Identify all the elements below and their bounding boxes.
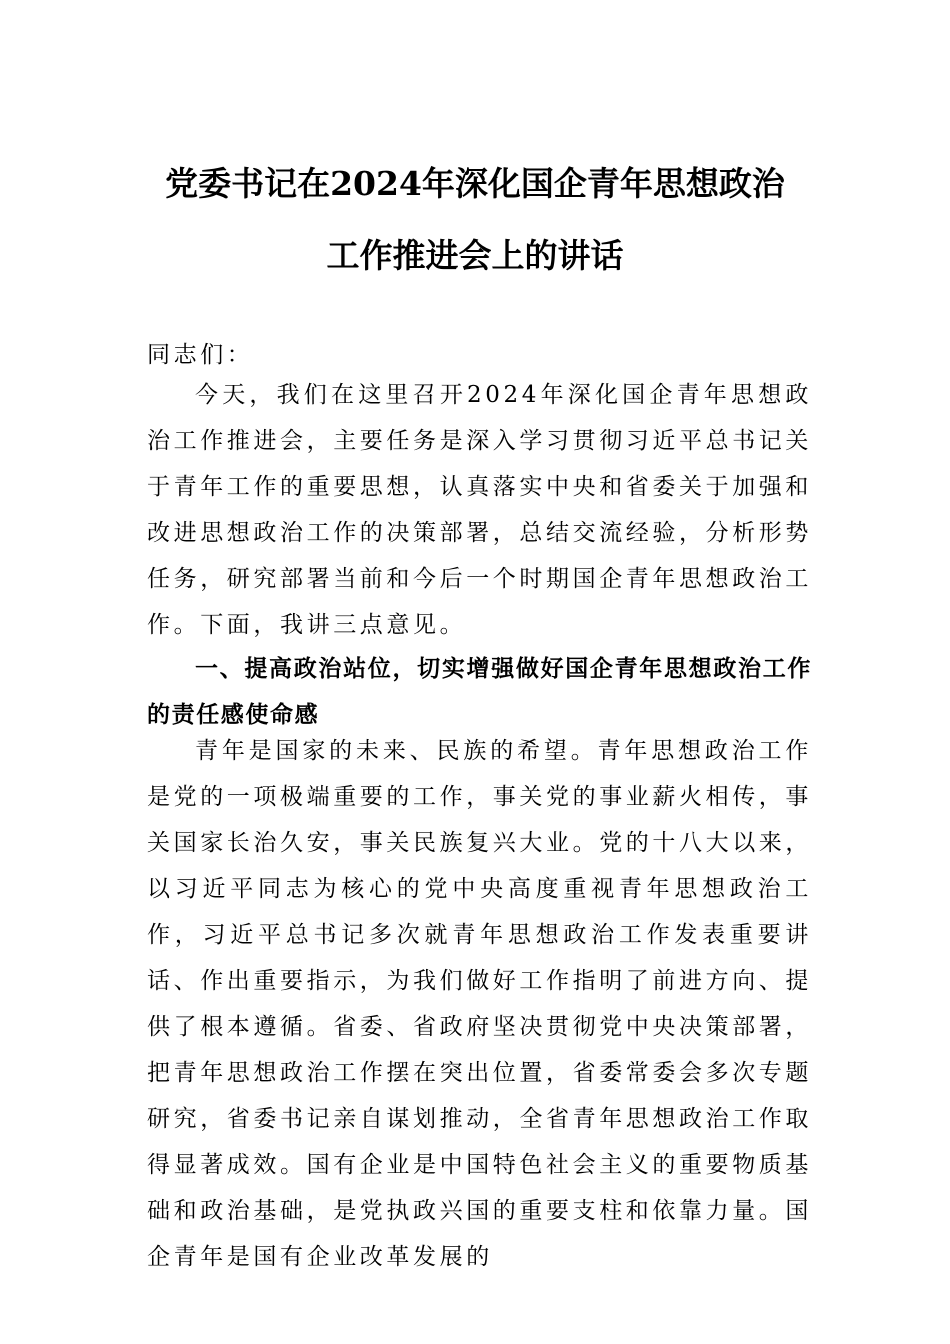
greeting: 同志们： bbox=[147, 342, 254, 368]
document-title-line-1: 党委书记在2024年深化国企青年思想政治 bbox=[165, 164, 785, 203]
paragraph-intro: 今天，我们在这里召开2024年深化国企青年思想政治工作推进会，主要任务是深入学习贯彻习近平总书记关于青年工作的重要思想，认真落实中央和省委关于加强和改进思想政治工作的决策部署，总结交流经验，分析形势任务，研究部署当前和今后一个时期国企青年思想政治工作。下面，我讲三点意见。 bbox=[147, 382, 812, 638]
paragraph-section-1: 青年是国家的未来、民族的希望。青年思想政治工作是党的一项极端重要的工作，事关党的事业薪火相传，事关国家长治久安，事关民族复兴大业。党的十八大以来，以习近平同志为核心的党中央高度重视青年思想政治工作，习近平总书记多次就青年思想政治工作发表重要讲话、作出重要指示，为我们做好工作指明了前进方向、提供了根本遵循。省委、省政府坚决贯彻党中央决策部署，把青年思想政治工作摆在突出位置，省委常委会多次专题研究，省委书记亲自谋划推动，全省青年思想政治工作取得显著成效。国有企业是中国特色社会主义的重要物质基础和政治基础，是党执政兴国的重要支柱和依靠力量。国企青年是国有企业改革发展的 bbox=[147, 738, 812, 1270]
document-title-line-2: 工作推进会上的讲话 bbox=[326, 236, 624, 275]
section-heading-1: 一、提高政治站位，切实增强做好国企青年思想政治工作的责任感使命感 bbox=[147, 656, 812, 728]
